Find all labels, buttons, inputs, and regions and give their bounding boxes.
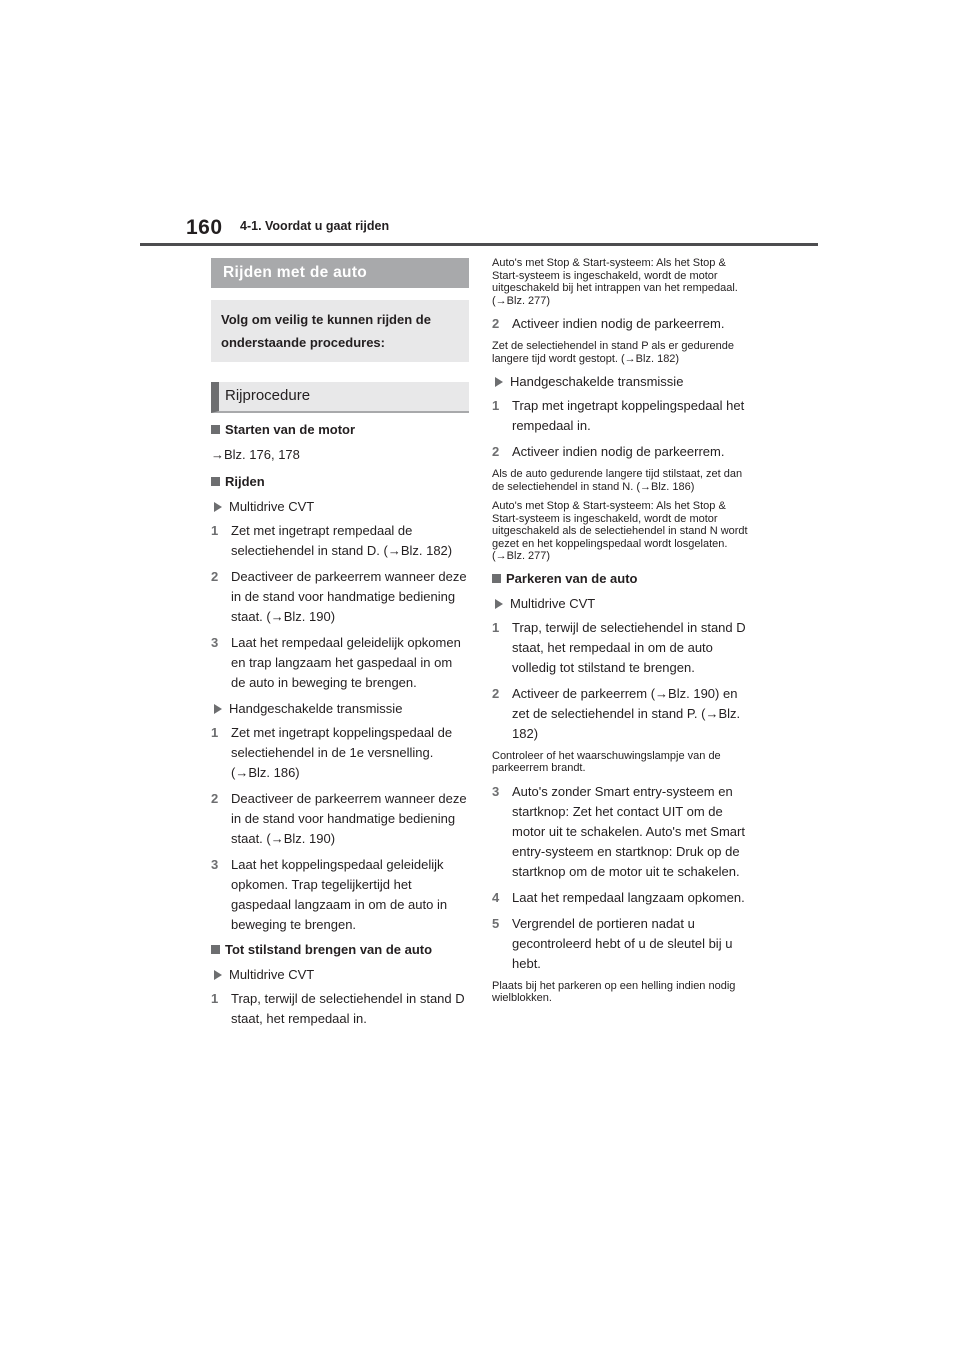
- step-text: Laat het koppelingspedaal geleidelijk opkomen. Trap tegelijkertijd het gaspedaal langzaam in om de auto in beweging te brengen.: [231, 857, 448, 932]
- step-number: 2: [492, 444, 500, 459]
- step-number: 1: [211, 725, 219, 740]
- step: [492, 782, 754, 882]
- step-text: Activeer indien nodig de parkeerrem.: [512, 316, 725, 331]
- step-text: Deactiveer de parkeerrem wanneer deze in de stand voor handmatige bediening staat. (→Blz. 190): [231, 791, 467, 846]
- step: [211, 567, 469, 627]
- step-number: 3: [492, 783, 500, 799]
- step: [492, 618, 754, 678]
- step-number: 3: [211, 857, 219, 872]
- step: [492, 914, 754, 974]
- step-number: 1: [211, 523, 219, 538]
- step: [211, 633, 469, 693]
- page-number: 160: [186, 216, 223, 239]
- topic-driving: Rijden: [211, 473, 469, 491]
- step-text: Activeer indien nodig de parkeerrem.: [512, 444, 725, 459]
- step: [211, 989, 469, 1029]
- step-number: 2: [211, 569, 219, 584]
- step: [211, 855, 469, 935]
- step-number: 1: [211, 991, 219, 1006]
- step-text: Zet met ingetrapt rempedaal de selectiehendel in stand D. (→Blz. 182): [231, 523, 453, 558]
- step: [492, 684, 754, 744]
- step-text: Vergrendel de portieren nadat u gecontroleerd hebt of u de sleutel bij u hebt.: [512, 915, 733, 971]
- left-column: [211, 258, 469, 1035]
- step-text: Activeer de parkeerrem (→Blz. 190) en zet de selectiehendel in stand P. (→Blz. 182): [512, 685, 741, 741]
- step-number: 4: [492, 889, 500, 905]
- step: [211, 521, 469, 561]
- note: Auto's met Stop & Start-systeem: Als het Stop & Start-systeem is ingeschakeld, wordt de motor uitgeschakeld bij het intrappen van het rempedaal. (→Blz. 277): [492, 257, 738, 307]
- step-number: 3: [211, 635, 219, 650]
- topic-parking: Parkeren van de auto: [492, 570, 754, 588]
- sub-heading: Rijprocedure: [211, 382, 469, 413]
- note: Controleer of het waarschuwingslampje van de parkeerrem brandt.: [492, 749, 721, 774]
- step-text: Trap, terwijl de selectiehendel in stand D staat, het rempedaal in om de auto volledig tot stilstand te brengen.: [512, 619, 746, 675]
- step-number: 1: [492, 619, 500, 635]
- step-text: Trap met ingetrapt koppelingspedaal het rempedaal in.: [512, 398, 745, 433]
- band-heading: Rijden met de auto: [211, 258, 469, 288]
- transmission-label-manual: Handgeschakelde transmissie: [492, 372, 754, 392]
- transmission-label-cvt: Multidrive CVT: [211, 497, 469, 517]
- note: Plaats bij het parkeren op een helling indien nodig wielblokken.: [492, 979, 736, 1004]
- transmission-label-manual: Handgeschakelde transmissie: [211, 699, 469, 719]
- step: [492, 442, 754, 462]
- topic-start-engine: Starten van de motor: [211, 421, 469, 439]
- section-title: 4-1. Voordat u gaat rijden: [240, 219, 390, 233]
- step: [211, 723, 469, 783]
- note: Als de auto gedurende langere tijd stilstaat, zet dan de selectiehendel in stand N. (→Blz. 186): [492, 468, 743, 493]
- step-number: 2: [492, 685, 500, 701]
- step-number: 5: [492, 915, 500, 931]
- right-column: [492, 257, 754, 1012]
- step-number: 1: [492, 398, 500, 413]
- header-rule: [140, 243, 818, 246]
- step-text: Laat het rempedaal langzaam opkomen.: [512, 889, 745, 905]
- step: [492, 314, 754, 334]
- step: [211, 789, 469, 849]
- transmission-label-cvt: Multidrive CVT: [211, 965, 469, 985]
- step: [492, 888, 754, 908]
- step-text: Trap, terwijl de selectiehendel in stand D staat, het rempedaal in.: [231, 991, 465, 1026]
- note: Auto's met Stop & Start-systeem: Als het Stop & Start-systeem is ingeschakeld, wordt de motor uitgeschakeld als de selectiehendel in stand N wordt gezet en het koppelingspedaal wordt losgelaten. (→Blz. 277): [492, 500, 748, 562]
- transmission-label-cvt: Multidrive CVT: [492, 594, 754, 614]
- note: Zet de selectiehendel in stand P als er gedurende langere tijd wordt gestopt. (→Blz. 182): [492, 340, 734, 365]
- step-text: Laat het rempedaal geleidelijk opkomen en trap langzaam het gaspedaal in om de auto in beweging te brengen.: [231, 635, 461, 690]
- step-text: Deactiveer de parkeerrem wanneer deze in de stand voor handmatige bediening staat. (→Blz. 190): [231, 569, 467, 624]
- step-text: Zet met ingetrapt koppelingspedaal de selectiehendel in de 1e versnelling. (→Blz. 186): [231, 725, 453, 780]
- step-number: 2: [211, 791, 219, 806]
- step-number: 2: [492, 316, 500, 331]
- step: [492, 396, 754, 436]
- reference-start-engine: →Blz. 176, 178: [211, 447, 300, 462]
- topic-stopping: Tot stilstand brengen van de auto: [211, 941, 469, 959]
- intro-box: Volg om veilig te kunnen rijden de onderstaande procedures:: [211, 300, 469, 362]
- step-text: Auto's zonder Smart entry-systeem en startknop: Zet het contact UIT om de motor uit te schakelen. Auto's met Smart entry-systeem en startknop: Druk op de startknop om de motor uit te schakelen.: [512, 783, 745, 879]
